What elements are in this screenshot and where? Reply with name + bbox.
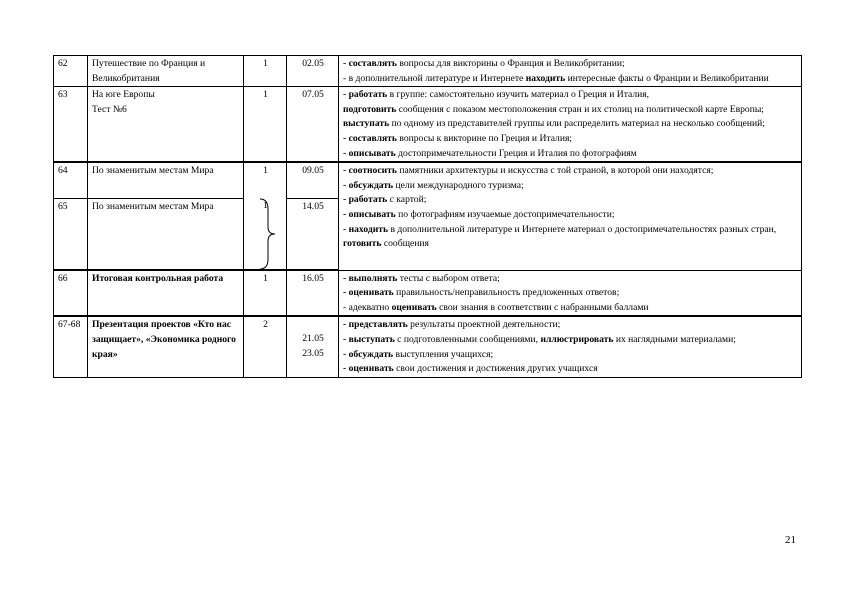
lesson-hours: 1 [244,162,287,198]
activity-item: - представлять результаты проектной деятельности; [343,319,561,331]
activity-item: - выполнять тесты с выбором ответа; [343,272,500,284]
lesson-number: 63 [54,87,88,162]
lesson-activities [339,162,802,270]
activity-item: - в дополнительной литературе и Интернете находить интересные факты о Франции и Великобритании [343,72,769,84]
lesson-topic: Путешествие по Франция и Великобритания [88,56,244,87]
lesson-topic: На юге Европы Тест №6 [88,87,244,162]
lesson-topic: По знаменитым местам Мира [88,198,244,270]
table-row [54,87,802,162]
activity-item: - находить в дополнительной литературе и Интернете материал о достопримечательностях разных стран, готовить сообщения [343,223,777,250]
table-row [54,56,802,87]
curly-brace-icon [258,197,278,271]
curriculum-table [53,55,802,378]
lesson-number: 67-68 [54,316,88,377]
activity-item: - оценивать правильность/неправильность предложенных ответов; [343,287,620,299]
lesson-topic: Презентация проектов «Кто нас защищает», «Экономика родного края» [88,316,244,377]
activity-item: - обсуждать цели международного туризма; [343,179,524,191]
lesson-date: 21.05 23.05 [287,316,339,377]
page-number: 21 [785,534,796,546]
lesson-number: 66 [54,270,88,316]
activity-item: - работать с картой; [343,194,427,206]
lesson-activities [339,270,802,316]
lesson-activities [339,316,802,377]
lesson-date: 07.05 [287,87,339,162]
activity-item: - обсуждать выступления учащихся; [343,348,494,360]
lesson-topic: Итоговая контрольная работа [88,270,244,316]
activity-item: - соотносить памятники архитектуры и искусства с той страной, в которой они находятся; [343,165,714,177]
activity-item: подготовить сообщения с показом местоположения стран и их столиц на политической карте Европы; выступать по одному из представителей группы или распределить материал на несколько сообщений; [343,103,765,130]
activity-item: - оценивать свои достижения и достижения других учащихся [343,363,598,375]
table-row [54,270,802,316]
lesson-hours: 1 [244,270,287,316]
lesson-date: 16.05 [287,270,339,316]
activity-item: - описывать по фотографиям изучаемые достопримечательности; [343,208,615,220]
lesson-number: 65 [54,198,88,270]
lesson-activities [339,87,802,162]
lesson-date: 09.05 [287,162,339,198]
lesson-hours: 1 [244,87,287,162]
table-row [54,316,802,377]
activity-item: - описывать достопримечательности Греция и Италия по фотографиям [343,147,637,159]
activity-item: - выступать с подготовленными сообщениями, иллюстрировать их наглядными материалами; [343,334,736,346]
lesson-hours: 1 [244,198,287,270]
lesson-number: 62 [54,56,88,87]
activity-item: - работать в группе: самостоятельно изучить материал о Греция и Италия, [343,89,650,101]
lesson-date: 02.05 [287,56,339,87]
lesson-date: 14.05 [287,198,339,270]
activity-item: - составлять вопросы к викторине по Греция и Италия; [343,132,573,144]
lesson-activities [339,56,802,87]
lesson-hours: 2 [244,316,287,377]
table-row [54,162,802,198]
activity-item: - составлять вопросы для викторины о Франция и Великобритании; [343,58,625,69]
lesson-topic: По знаменитым местам Мира [88,162,244,198]
lesson-number: 64 [54,162,88,198]
lesson-hours: 1 [244,56,287,87]
activity-item: - адекватно оценивать свои знания в соответствии с набранными баллами [343,301,649,313]
